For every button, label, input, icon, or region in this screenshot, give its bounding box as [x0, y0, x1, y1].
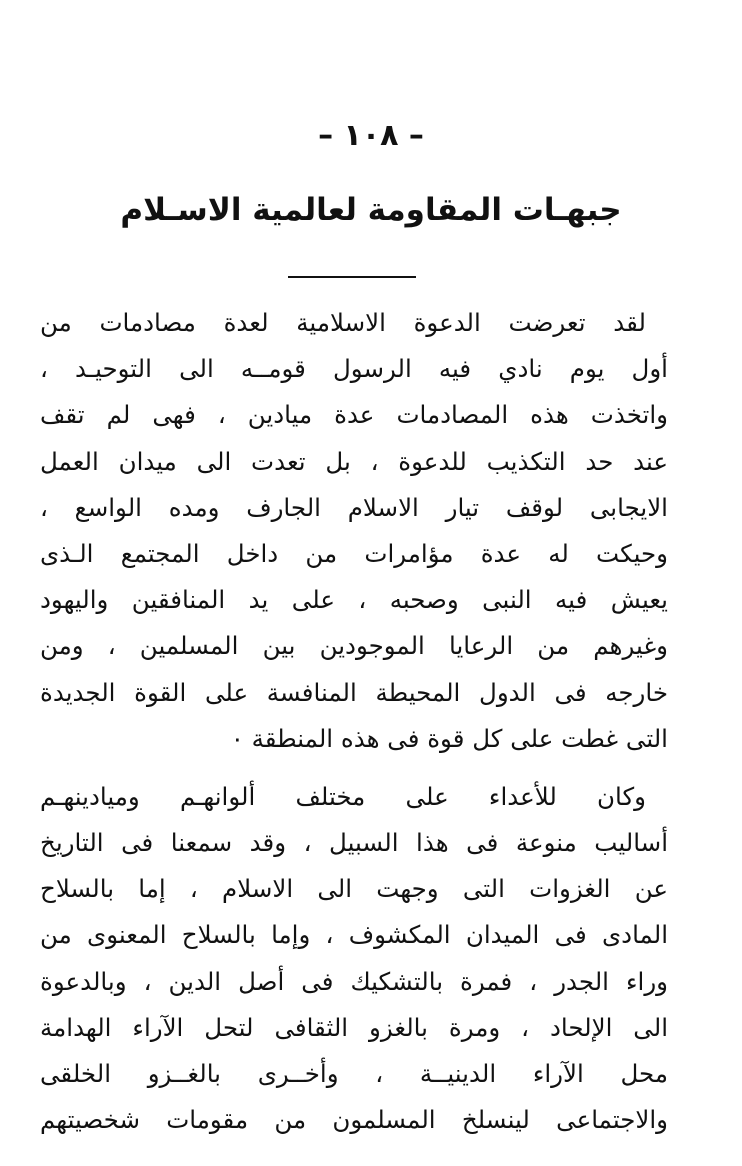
text-line: واتخذت هذه المصادمات عدة ميادين ، فهى لم تقف	[40, 400, 668, 430]
text-line: أول يوم نادي فيه الرسول قومــه الى التوحيـد ،	[40, 354, 668, 384]
text-line: وراء الجدر ، فمرة بالتشكيك فى أصل الدين ، وبالدعوة	[40, 966, 668, 996]
text-line: يعيش فيه النبى وصحبه ، على يد المنافقين واليهود	[40, 585, 668, 615]
text-line: عند حد التكذيب للدعوة ، بل تعدت الى ميدان العمل	[40, 446, 668, 476]
page-number: – ١٠٨ –	[318, 118, 424, 153]
text-line: وغيرهم من الرعايا الموجودين بين المسلمين ، ومن	[40, 631, 668, 661]
text-line: لقد تعرضت الدعوة الاسلامية لعدة مصادمات من	[40, 308, 646, 337]
body-text	[40, 300, 668, 1143]
text-line: وكان للأعداء على مختلف ألوانهـم وميادينهـم	[40, 781, 646, 811]
text-line: والاجتماعى لينسلخ المسلمون من مقومات شخصيتهم	[40, 1105, 668, 1135]
text-line: عن الغزوات التى وجهت الى الاسلام ، إما بالسلاح	[40, 874, 668, 904]
text-line: الايجابى لوقف تيار الاسلام الجارف ومده الواسع ،	[40, 492, 668, 522]
text-line: أساليب منوعة فى هذا السبيل ، وقد سمعنا فى التاريخ	[40, 828, 668, 858]
text-line: الى الإلحاد ، ومرة بالغزو الثقافى لتحل الآراء الهدامة	[40, 1012, 668, 1042]
chapter-title: جبهـات المقاومة لعالمية الاسـلام	[120, 192, 622, 228]
text-line: المادى فى الميدان المكشوف ، وإما بالسلاح المعنوى من	[40, 920, 668, 950]
text-line: خارجه فى الدول المحيطة المنافسة على القوة الجديدة	[40, 677, 668, 707]
text-line: وحيكت له عدة مؤامرات من داخل المجتمع الـذى	[40, 538, 668, 568]
title-underline	[288, 276, 416, 278]
paragraph-2	[40, 774, 668, 1144]
paragraph-gap	[40, 762, 668, 774]
text-line: التى غطت على كل قوة فى هذه المنطقة ٠	[230, 723, 668, 753]
paragraph-1	[40, 300, 668, 762]
text-line: محل الآراء الدينيــة ، وأخــرى بالغــزو الخلقى	[40, 1059, 668, 1088]
